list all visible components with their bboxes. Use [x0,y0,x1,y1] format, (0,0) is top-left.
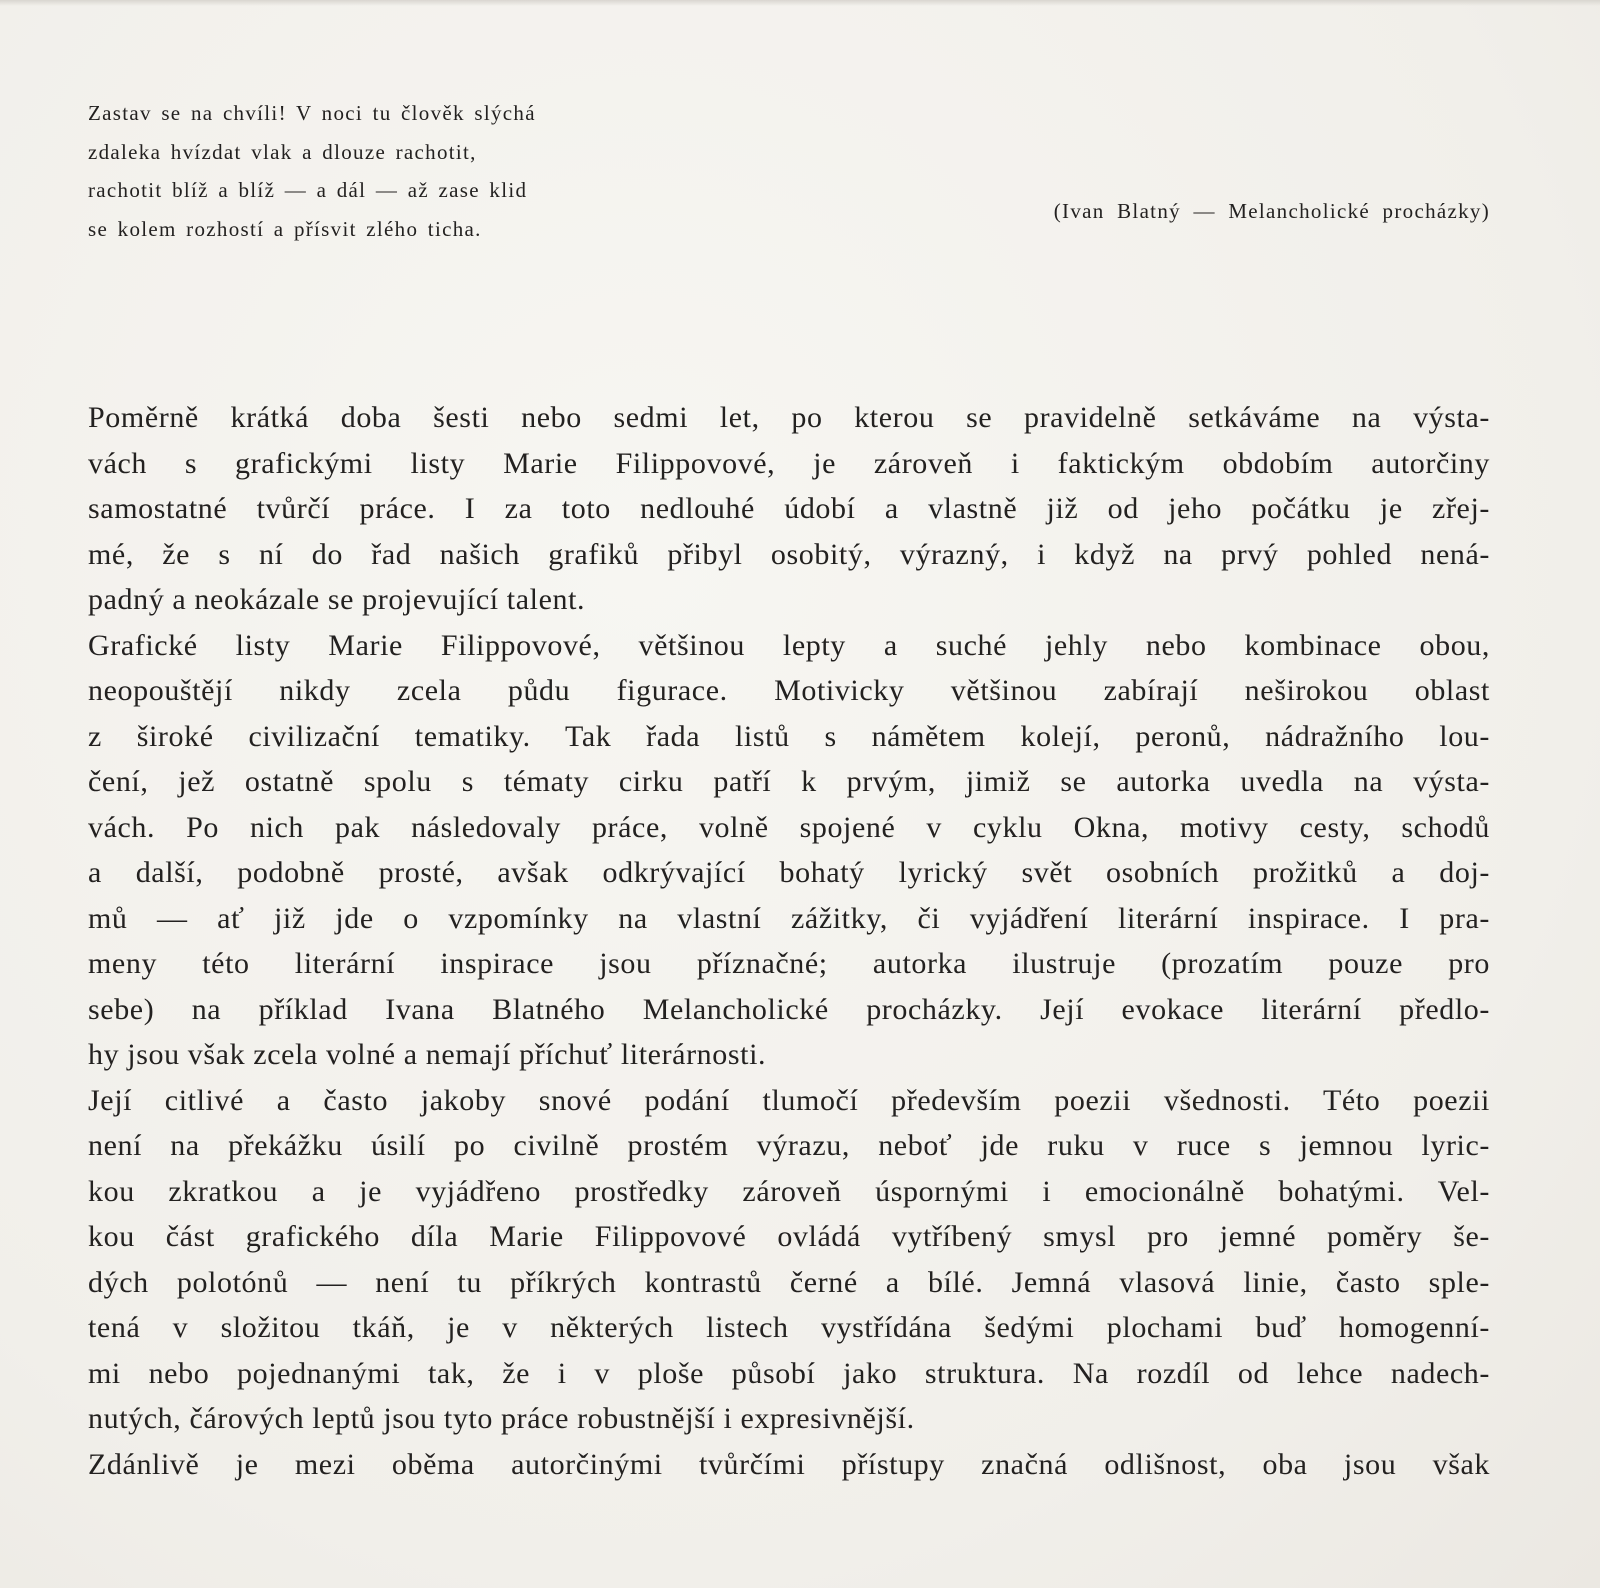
text-line: Zdánlivě je mezi oběma autorčinými tvůrčími přístupy značná odlišnost, oba jsou však [88,1447,1490,1481]
text-line: čení, jež ostatně spolu s tématy cirku patří k prvým, jimiž se autorka uvedla na výsta- [88,765,1490,798]
text-line: tená v složitou tkáň, je v některých listech vystřídána šedými plochami buď homogenní- [88,1311,1490,1344]
epigraph-poem [88,94,708,248]
epigraph-line: rachotit blíž a blíž — a dál — až zase klid [88,178,528,202]
epigraph-line: zdaleka hvízdat vlak a dlouze rachotit, [88,139,477,164]
text-line: vách. Po nich pak následovaly práce, volně spojené v cyklu Okna, motivy cesty, schodů [88,810,1490,844]
text-line: kou část grafického díla Marie Filippovové ovládá vytříbený smysl pro jemné poměry še- [88,1220,1490,1253]
text-line: samostatné tvůrčí práce. I za toto nedlouhé údobí a vlastně již od jeho počátku je zřej- [88,492,1490,525]
text-line: neopouštějí nikdy zcela půdu figurace. Motivicky většinou zabírají neširokou oblast [88,674,1490,707]
text-line: Grafické listy Marie Filippovové, většinou lepty a suché jehly nebo kombinace obou, [88,628,1490,662]
text-line: a další, podobně prosté, avšak odkrývající bohatý lyrický svět osobních prožitků a doj- [88,856,1490,889]
text-line: mů — ať již jde o vzpomínky na vlastní zážitky, či vyjádření literární inspirace. I pra- [88,901,1490,935]
text-line: mé, že s ní do řad našich grafiků přibyl osobitý, výrazný, i když na prvý pohled nená- [88,537,1490,571]
body-text [88,395,1490,1487]
page-top-edge [0,0,1600,6]
text-line: Její citlivé a často jakoby snové podání tlumočí především poezii všednosti. Této poezii [88,1083,1490,1117]
text-line: kou zkratkou a je vyjádřeno prostředky zároveň úspornými i emocionálně bohatými. Vel- [88,1174,1490,1208]
text-line: vách s grafickými listy Marie Filippovové, je zároveň i faktickým obdobím autorčiny [88,446,1490,480]
text-line: nutých, čárových leptů jsou tyto práce robustnější i expresivnější. [88,1402,915,1435]
epigraph-line: Zastav se na chvíli! V noci tu člověk slýchá [88,101,536,125]
text-line: z široké civilizační tematiky. Tak řada listů s námětem kolejí, peronů, nádražního lou- [88,719,1490,753]
text-line: hy jsou však zcela volné a nemají příchuť literárnosti. [88,1038,767,1071]
text-line: dých polotónů — není tu příkrých kontrastů černé a bílé. Jemná vlasová linie, často sple- [88,1265,1490,1299]
text-line: padný a neokázale se projevující talent. [88,583,586,616]
epigraph-attribution: (Ivan Blatný — Melancholické procházky) [1053,199,1490,223]
text-line: meny této literární inspirace jsou příznačné; autorka ilustruje (prozatím pouze pro [88,947,1490,980]
text-line: sebe) na příklad Ivana Blatného Melancholické procházky. Její evokace literární předlo- [88,992,1490,1026]
epigraph-line: se kolem rozhostí a přísvit zlého ticha. [88,216,482,241]
text-line: Poměrně krátká doba šesti nebo sedmi let, po kterou se pravidelně setkáváme na výsta- [88,401,1490,434]
text-line: mi nebo pojednanými tak, že i v ploše působí jako struktura. Na rozdíl od lehce nadech- [88,1356,1490,1390]
text-line: není na překážku úsilí po civilně prostém výrazu, neboť jde ruku v ruce s jemnou lyric- [88,1129,1490,1162]
